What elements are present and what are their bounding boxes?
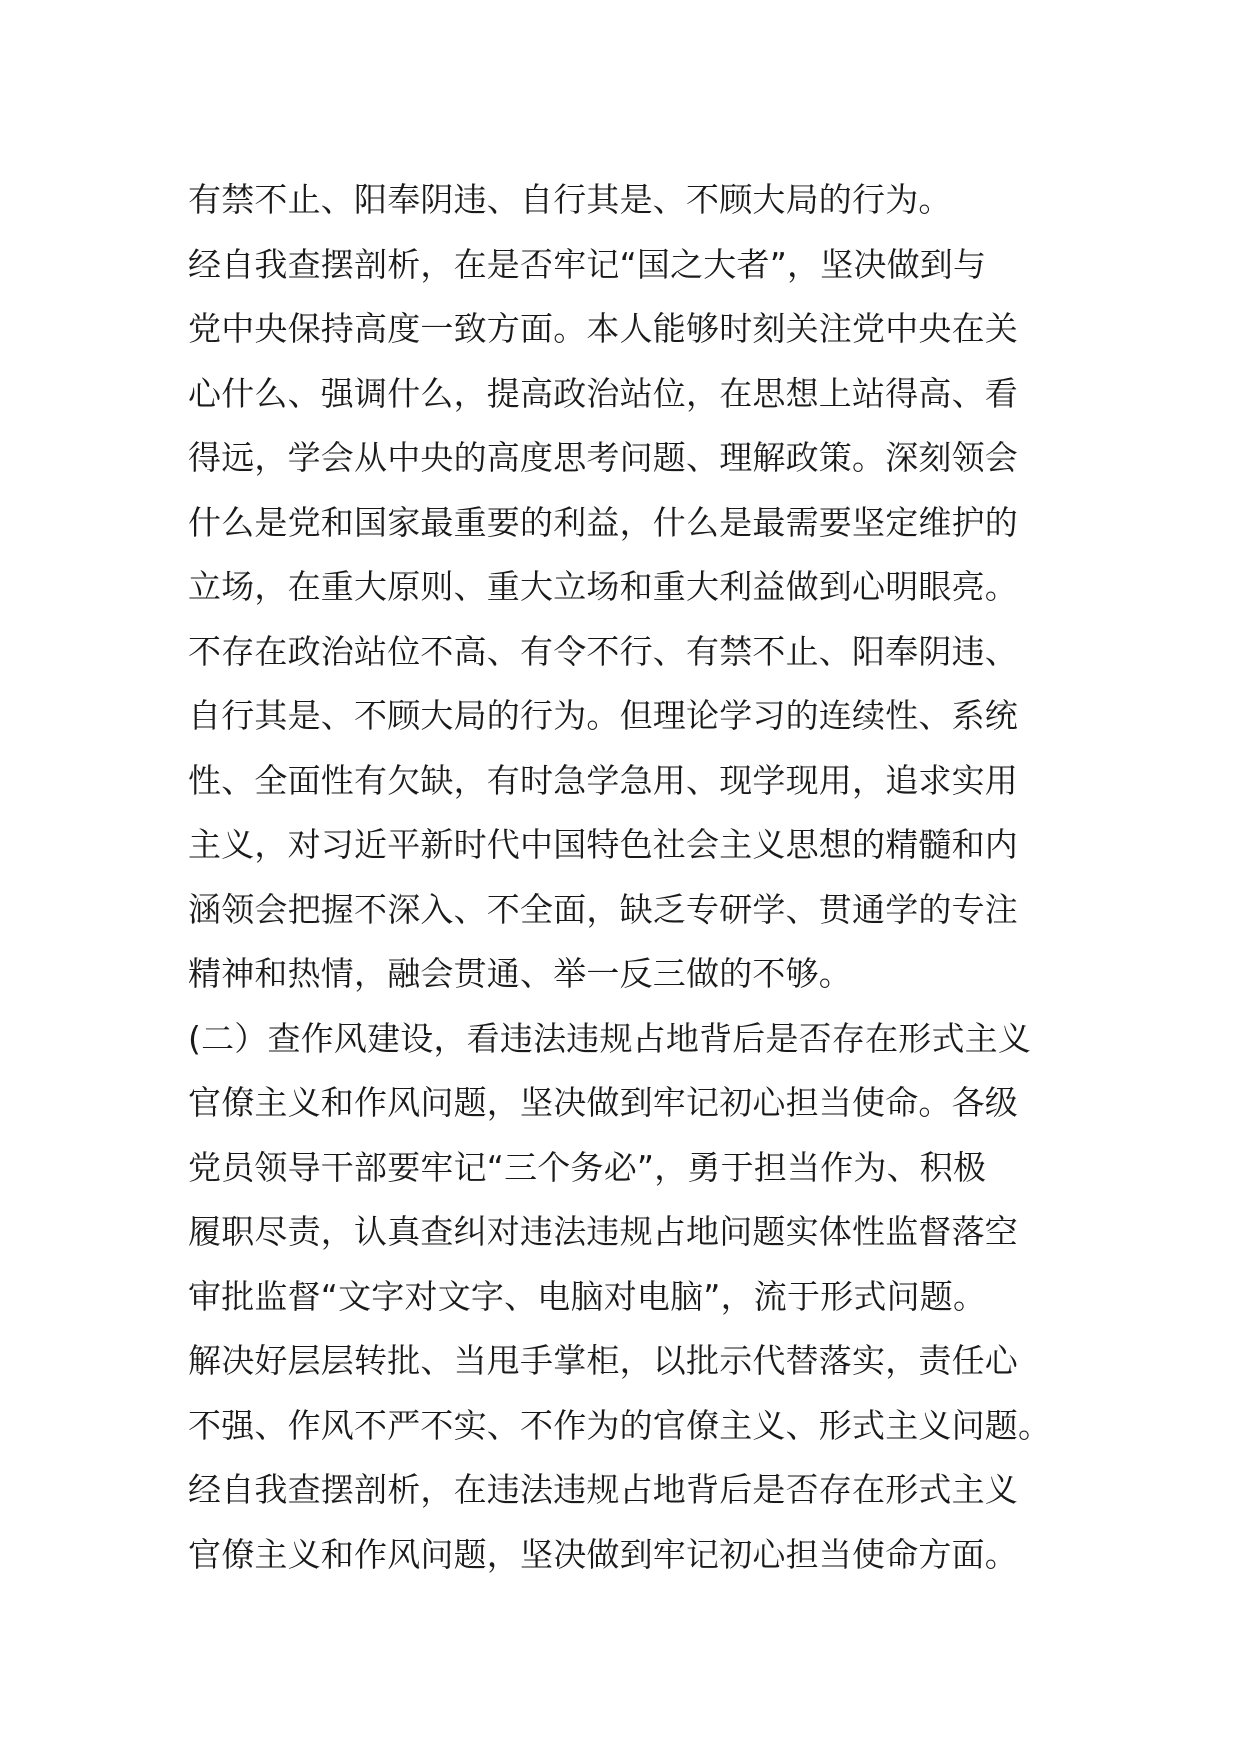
text-line: 经自我查摆剖析，在违法违规占地背后是否存在形式主义 — [188, 1470, 1018, 1509]
text-line: 经自我查摆剖析，在是否牢记“国之大者”，坚决做到与 — [188, 244, 987, 284]
text-line: 不强、作风不严不实、不作为的官僚主义、形式主义问题。 — [188, 1405, 1052, 1445]
text-line: 履职尽责，认真查纠对违法违规占地问题实体性监督落空 — [188, 1212, 1018, 1251]
text-line: 得远，学会从中央的高度思考问题、理解政策。深刻领会 — [188, 438, 1018, 477]
text-line: 有禁不止、阳奉阴违、自行其是、不顾大局的行为。 — [188, 180, 952, 219]
text-line: 主义，对习近平新时代中国特色社会主义思想的精髓和内 — [188, 825, 1018, 864]
text-line: 不存在政治站位不高、有令不行、有禁不止、阳奉阴违、 — [188, 631, 1018, 671]
text-line: 心什么、强调什么，提高政治站位，在思想上站得高、看 — [188, 373, 1018, 413]
text-line: 立场，在重大原则、重大立场和重大利益做到心明眼亮。 — [188, 567, 1018, 606]
text-line: 性、全面性有欠缺，有时急学急用、现学现用，追求实用 — [188, 760, 1018, 800]
text-line: 审批监督“文字对文字、电脑对电脑”，流于形式问题。 — [188, 1276, 987, 1316]
section-heading-line: (二）查作风建设，看违法违规占地背后是否存在形式主义 — [188, 1018, 1032, 1058]
text-line: 什么是党和国家最重要的利益，什么是最需要坚定维护的 — [188, 502, 1018, 542]
body-text — [188, 168, 1068, 1587]
text-line: 官僚主义和作风问题，坚决做到牢记初心担当使命方面。 — [188, 1534, 1018, 1574]
text-line: 党中央保持高度一致方面。本人能够时刻关注党中央在关 — [188, 309, 1018, 348]
text-line: 解决好层层转批、当甩手掌柜，以批示代替落实，责任心 — [188, 1341, 1018, 1380]
text-line: 精神和热情，融会贯通、举一反三做的不够。 — [188, 954, 852, 993]
text-line: 自行其是、不顾大局的行为。但理论学习的连续性、系统 — [188, 696, 1018, 735]
text-line: 涵领会把握不深入、不全面，缺乏专研学、贯通学的专注 — [188, 889, 1018, 929]
text-line: 官僚主义和作风问题，坚决做到牢记初心担当使命。各级 — [188, 1083, 1018, 1122]
text-line: 党员领导干部要牢记“三个务必”，勇于担当作为、积极 — [188, 1147, 987, 1187]
